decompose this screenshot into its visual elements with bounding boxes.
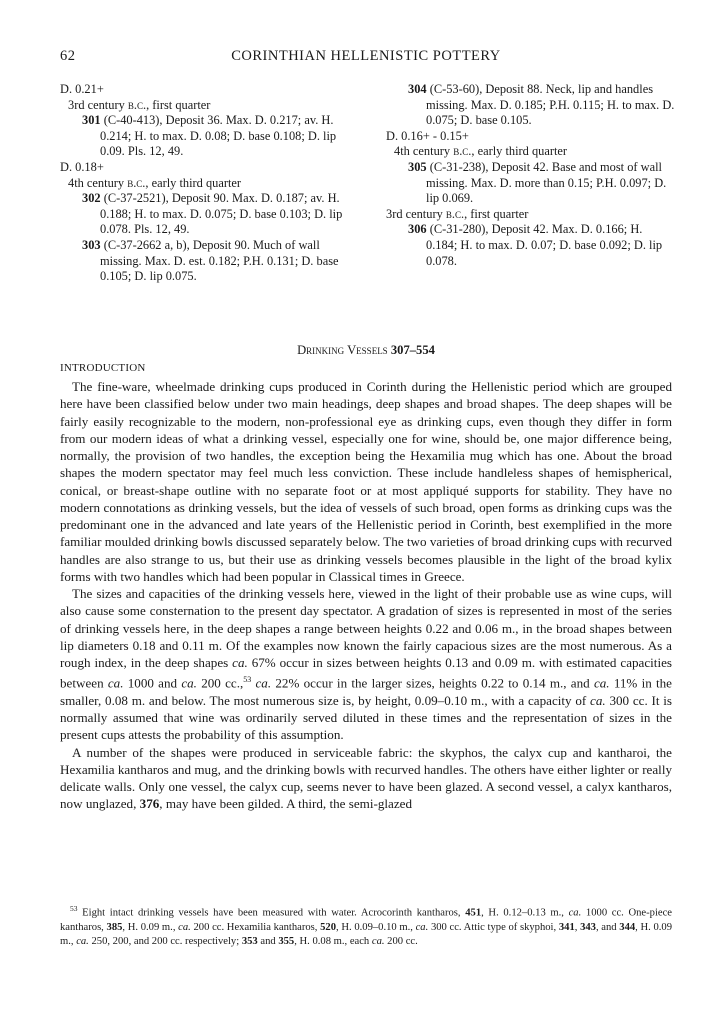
date-heading: 4th century b.c., early third quarter [394, 144, 568, 159]
diameter-group-heading: D. 0.18+ [60, 159, 104, 174]
entry-number: 304 [408, 82, 427, 96]
section-title: Drinking Vessels 307–554 [297, 343, 435, 357]
entry-number: 301 [82, 113, 101, 128]
date-heading: 3rd century b.c., first quarter [68, 97, 211, 112]
catalogue-right-column [386, 82, 676, 269]
entry-number: 305 [408, 159, 427, 174]
catalogue-number: 376 [139, 796, 160, 812]
date-heading: 3rd century b.c., first quarter [386, 206, 529, 221]
catalogue-entry-302: 302 (C-37-2521), Deposit 90. Max. D. 0.187; av. H. 0.188; H. to max. D. 0.075; D. base 0.103; D. lip 0.078. Pls. 12, 49. [82, 191, 343, 237]
catalogue-entry-304: 304 (C-53-60), Deposit 88. Neck, lip and handles missing. Max. D. 0.185; P.H. 0.115; H. to max. D. 0.075; D. base 0.105. [408, 82, 675, 128]
entry-number: 306 [408, 222, 427, 237]
footnote [60, 902, 672, 949]
paragraph: The sizes and capacities of the drinking vessels here, viewed in the light of their probable use as wine cups, will also cause some consternation to the present day spectator. A gradation of sizes is represented in most of the series of drinking vessels here, in the deep shapes a range between heights 0.22 and 0.06 m., in the broad shapes between lip diameters 0.18 and 0.11 m. Of the examples now known the fairly capacious sizes are the most numerous. As a rough index, in the deep shapes ca. 67% occur in sizes between heights 0.13 and 0.09 m. with estimated capacities between ca. 1000 and ca. 200 cc.,$^{53}$ ca. 22% occur in the larger sizes, heights 0.22 to 0.14 m., and ca. 11% in the smaller, 0.08 m. and below. The most numerous size is, by height, 0.09–0.10 m., with a capacity of ca. 300 cc. It is normally assumed that wine was ordinarily served diluted in these times and the representation of sizes in the present cups attests the probability of this assumption. [60, 586, 672, 743]
paragraph: A number of the shapes were produced in serviceable fabric: the skyphos, the calyx cup and kantharoi, the Hexamilia kantharos and mug, and the drinking bowls with recurved handles. The others have either lighter or really delicate walls. Only one vessel, the calyx cup, seems never to have been glazed. A second vessel, a calyx kantharos, now unglazed, 376, may have been gilded. A third, the semi-glazed [60, 744, 672, 812]
diameter-group-heading: D. 0.16+ - 0.15+ [386, 128, 469, 143]
date-heading: 4th century b.c., early third quarter [68, 175, 242, 190]
introduction-label: INTRODUCTION [60, 362, 146, 374]
paragraph: The fine-ware, wheelmade drinking cups produced in Corinth during the Hellenistic period which are grouped here have been classified below under two main headings, deep shapes and broad shapes. The deep shapes will be fairly easily recognizable to the modern, non-professional eye as drinking cups, even though they differ in form from our modern ideas of what a drinking vessel, especially one for wine, should be, one major difference being, normally, the provision of two handles, the exception being the Hexamilia mug which has one. About the broad shapes the modern spectator may feel much less conviction. These include handleless shapes of hemispherical, conical, or breast-shape outline with no separate foot or at most appliqué supports for stability. They have no modern connotations as drinking vessels, but the idea of vessels of such broad, open forms as drinking cups was the predominant one in the advanced and late years of the Hellenistic period in Corinth, best exemplified in the more familiar moulded drinking bowls discussed separately below. The two varieties of broad drinking cups with recurved handles are also strange to us, but their use as drinking vessels becomes plausible in the light of the broad kylix forms with two handles which had been popular in Classical times in Greece. [60, 379, 672, 584]
catalogue-range: 307–554 [390, 343, 435, 357]
catalogue-entry-303: 303 (C-37-2662 a, b), Deposit 90. Much of wall missing. Max. D. est. 0.182; P.H. 0.131; D. base 0.105; D. lip 0.075. [82, 237, 339, 284]
running-head [60, 48, 672, 68]
entry-number: 302 [82, 191, 101, 206]
page-number: 62 [60, 48, 76, 64]
catalogue-left-column [60, 82, 360, 285]
footnote-53: $^{53}$ Eight intact drinking vessels have been measured with water. Acrocorinth kantharos, 451, H. 0.12–0.13 m., ca. 1000 cc. One-piece kantharos, 385, H. 0.09 m., ca. 200 cc. Hexamilia kantharos, 520, H. 0.09–0.10 m., ca. 300 cc. Attic type of skyphoi, 341, 343, and 344, H. 0.09 m., ca. 250, 200, and 200 cc. respectively; 353 and 355, H. 0.08 m., each ca. 200 cc. [60, 904, 673, 947]
footnote-reference: 53 [243, 675, 252, 685]
catalogue-entry-305: 305 (C-31-238), Deposit 42. Base and most of wall missing. Max. D. more than 0.15; P.H. 0.097; D. lip 0.069. [408, 159, 667, 206]
diameter-group-heading: D. 0.21+ [60, 82, 104, 96]
body-text [60, 378, 672, 813]
footnote-marker: 53 [70, 904, 78, 913]
running-title: CORINTHIAN HELLENISTIC POTTERY [231, 48, 501, 64]
catalogue-entry-306: 306 (C-31-280), Deposit 42. Max. D. 0.166; H. 0.184; H. to max. D. 0.07; D. base 0.092; D. lip 0.078. [408, 222, 663, 268]
entry-number: 303 [82, 237, 101, 252]
catalogue-entry-301: 301 (C-40-413), Deposit 36. Max. D. 0.217; av. H. 0.214; H. to max. D. 0.08; D. base 0.108; D. lip 0.09. Pls. 12, 49. [82, 113, 337, 159]
